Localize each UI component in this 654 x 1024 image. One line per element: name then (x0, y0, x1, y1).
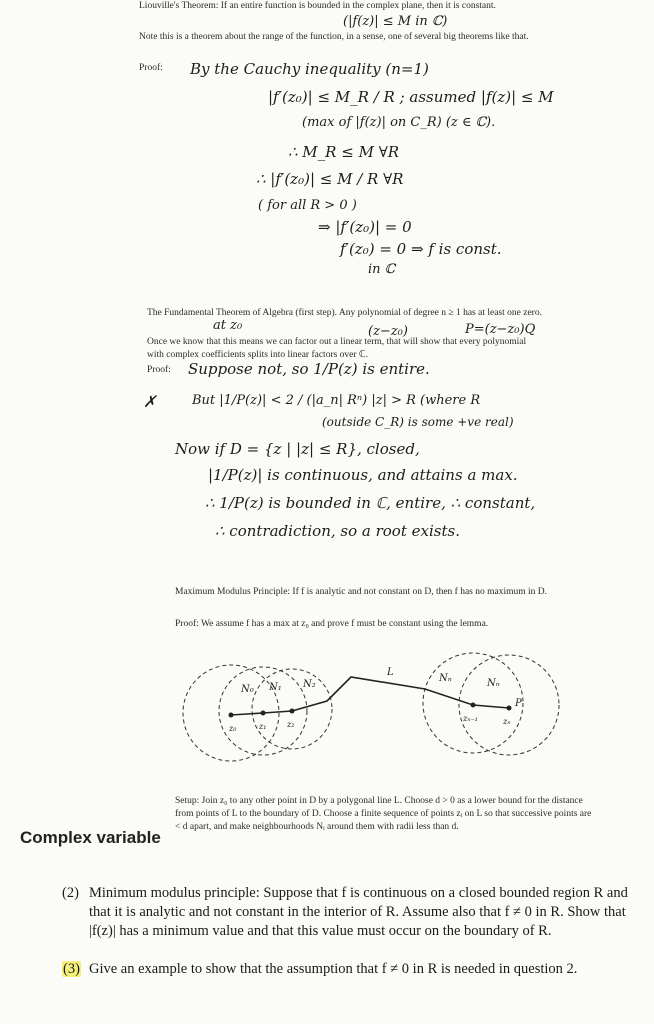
fta-hand-line-1: Suppose not, so 1/P(z) is entire. (188, 360, 430, 378)
question-2-number: (2) (62, 885, 79, 901)
label-l: L (387, 667, 394, 678)
polygonal-line-figure (175, 645, 595, 785)
label-n0: N₀ (241, 684, 254, 695)
label-zn1: zₙ₋₁ (463, 714, 478, 723)
liouville-hand-line-8: f′(z₀) = 0 ⇒ f is const. (340, 240, 502, 258)
label-z0: z₀ (229, 724, 237, 733)
question-2-text: Minimum modulus principle: Suppose that f is continuous on a closed bounded region R and that it is analytic and not constant in the interior of R. Assume also that f ≠ 0 in R. Show that |f(z)| has a minimum value and that this value must occur on the boundary of R. (89, 885, 628, 939)
question-3 (62, 960, 632, 979)
liouville-hand-line-9: in ℂ (368, 262, 396, 277)
liouville-statement: Liouville's Theorem: If an entire function is bounded in the complex plane, then it is constant. (139, 1, 496, 11)
liouville-note: Note this is a theorem about the range of the function, in a sense, one of several big theorems like that. (139, 32, 529, 42)
liouville-hand-bound: (|f(z)| ≤ M in ℂ) (343, 14, 448, 29)
fta-hand-line-2: But |1/P(z)| < 2 / (|a_n| Rⁿ) |z| > R (where R (192, 393, 481, 408)
point-z2 (290, 709, 295, 714)
liouville-hand-line-6: ( for all R > 0 ) (258, 198, 357, 213)
fta-hand-p: P=(z−z₀)Q (465, 322, 536, 337)
question-3-text: Give an example to show that the assumption that f ≠ 0 in R is needed in question 2. (89, 961, 578, 977)
label-nn-1: Nₙ (439, 673, 452, 684)
fta-once: Once we know that this means we can factor out a linear term, that will show that every polynomial with complex coefficients splits into linear factors over ℂ. (147, 337, 527, 360)
question-2 (62, 884, 632, 941)
mmp-setup: Setup: Join z₀ to any other point in D by a polygonal line L. Choose d > 0 as a lower bound for the distance from points of L to the boundary of D. Choose a finite sequence of points zᵢ on L so that successive points are < d apart, and make neighbourhoods Nᵢ around them with radii less than d. (175, 796, 592, 832)
label-p: P (515, 698, 522, 709)
fta-statement: The Fundamental Theorem of Algebra (first step). Any polynomial of degree n ≥ 1 has at least one zero. (147, 308, 542, 318)
cross-mark: ✗ (143, 392, 157, 411)
fta-hand-line-5: |1/P(z)| is continuous, and attains a max. (208, 466, 518, 484)
label-nn-2: Nₙ (487, 678, 500, 689)
liouville-hand-line-4: ∴ M_R ≤ M ∀R (288, 143, 400, 161)
point-zn1 (471, 703, 476, 708)
liouville-hand-line-3: (max of |f(z)| on C_R) (z ∈ ℂ). (302, 115, 496, 130)
label-z1: z₁ (259, 722, 267, 731)
fta-hand-line-7: ∴ contradiction, so a root exists. (215, 522, 460, 540)
mmp-statement: Maximum Modulus Principle: If f is analytic and not constant on D, then f has no maximum in D. (175, 587, 548, 597)
liouville-hand-line-2: |f′(z₀)| ≤ M_R / R ; assumed |f(z)| ≤ M (268, 88, 554, 106)
liouville-hand-line-1: By the Cauchy inequality (n=1) (190, 60, 429, 78)
liouville-hand-line-5: ∴ |f′(z₀)| ≤ M / R ∀R (256, 170, 404, 188)
mmp-proof: Proof: We assume f has a max at z₀ and prove f must be constant using the lemma. (175, 619, 489, 629)
point-zn (507, 706, 512, 711)
point-z1 (261, 711, 266, 716)
liouville-proof-label: Proof: (139, 63, 163, 73)
fta-hand-at: at z₀ (213, 318, 243, 333)
fta-hand-line-4: Now if D = {z | |z| ≤ R}, closed, (175, 440, 420, 458)
point-z0 (229, 713, 234, 718)
fta-proof-label: Proof: (147, 365, 171, 375)
label-n1: N₁ (269, 682, 282, 693)
fta-hand-factor: (z−z₀) (368, 324, 408, 339)
label-z2: z₂ (287, 720, 295, 729)
side-label: Complex variable (20, 828, 161, 847)
liouville-hand-line-7: ⇒ |f′(z₀)| = 0 (318, 218, 412, 236)
label-n2: N₂ (303, 679, 316, 690)
fta-hand-line-6: ∴ 1/P(z) is bounded in ℂ, entire, ∴ constant, (205, 494, 536, 512)
label-zn: zₙ (503, 717, 511, 726)
question-3-number: (3) (63, 961, 80, 977)
fta-hand-line-3: (outside C_R) is some +ve real) (322, 415, 514, 429)
